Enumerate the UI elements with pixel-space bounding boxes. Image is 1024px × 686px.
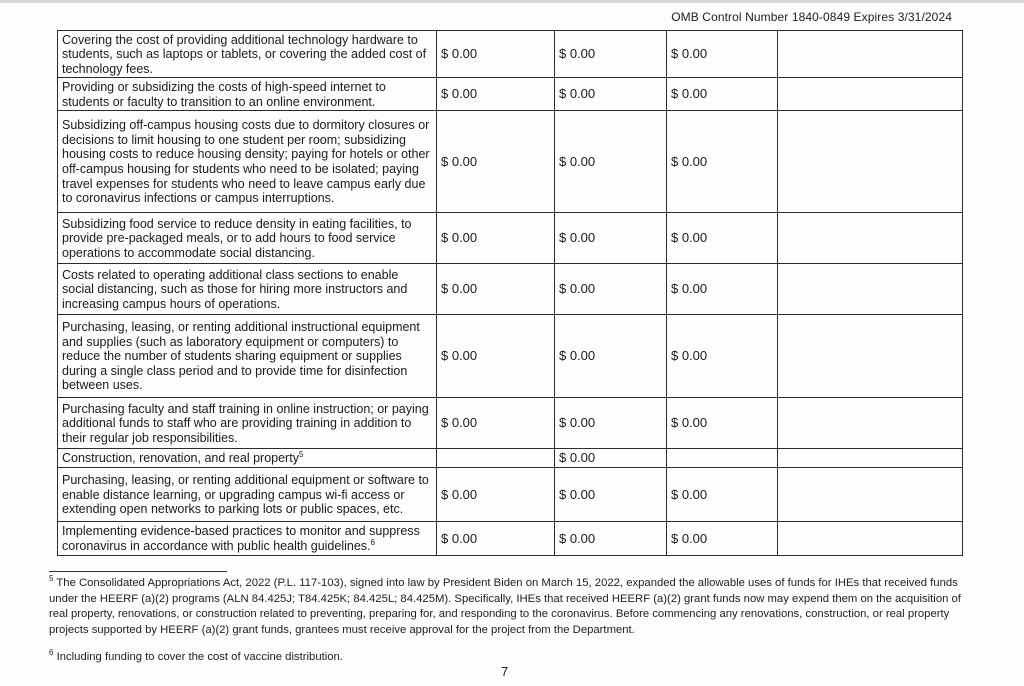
amount-cell: [437, 449, 555, 468]
row-description: Subsidizing food service to reduce density in eating facilities, to provide pre-packaged meals, or to add hours to food service operations to accommodate social distancing.: [58, 213, 437, 264]
footnote-text: The Consolidated Appropriations Act, 2022 (P.L. 117-103), signed into law by President Biden on March 15, 2022, expanded the allowable uses of funds for IHEs that received funds under the HEERF (a)(2) programs (ALN 84.425J; T84.425K; 84.425L; 84.425M). Specifically, IHEs that received HEERF (a)(2) grant funds now may expend them on the acquisition of real property, renovations, or construction related to preventing, preparing for, and responding to the coronavirus. Before commencing any renovations, construction, or real property projects supported by HEERF (a)(2) grant funds, grantees must receive approval for the project from the Department.: [49, 577, 961, 636]
empty-cell: [778, 78, 963, 111]
row-description: Purchasing, leasing, or renting additional instructional equipment and supplies (such as laboratory equipment or computers) to reduce the number of students sharing equipment or supplies during a single class period and to provide time for disinfection between uses.: [58, 315, 437, 398]
row-description: Subsidizing off-campus housing costs due to dormitory closures or decisions to limit housing to one student per room; subsidizing housing costs to reduce housing density; paying for hotels or other off-campus housing for students who need to be isolated; paying travel expenses for students who need to leave campus early due to coronavirus infections or campus interruptions.: [58, 111, 437, 213]
footnote-marker: 6: [49, 648, 54, 658]
table-row: [58, 111, 963, 213]
amount-cell: $ 0.00: [437, 315, 555, 398]
page-number: 7: [501, 664, 509, 679]
amount-cell: $ 0.00: [437, 213, 555, 264]
page-top-edge: [0, 0, 1024, 3]
row-description: Covering the cost of providing additional technology hardware to students, such as laptops or tablets, or covering the added cost of technology fees.: [58, 31, 437, 78]
table-row: [58, 449, 963, 468]
amount-cell: $ 0.00: [667, 111, 778, 213]
empty-cell: [778, 398, 963, 449]
amount-cell: $ 0.00: [555, 264, 667, 315]
table-row: [58, 213, 963, 264]
row-description: Providing or subsidizing the costs of high-speed internet to students or faculty to transition to an online environment.: [58, 78, 437, 111]
table-row: [58, 468, 963, 522]
amount-cell: $ 0.00: [437, 78, 555, 111]
amount-cell: $ 0.00: [437, 264, 555, 315]
amount-cell: $ 0.00: [667, 398, 778, 449]
amount-cell: $ 0.00: [555, 31, 667, 78]
empty-cell: [778, 468, 963, 522]
empty-cell: [778, 213, 963, 264]
expense-table: [57, 30, 963, 556]
table-row: [58, 522, 963, 556]
table-row: [58, 78, 963, 111]
row-description-text: Construction, renovation, and real property: [62, 451, 299, 466]
footnote-marker: 5: [49, 574, 54, 584]
row-description-text: Implementing evidence-based practices to monitor and suppress coronavirus in accordance with public health guidelines.: [62, 524, 420, 553]
amount-cell: $ 0.00: [667, 468, 778, 522]
empty-cell: [778, 449, 963, 468]
amount-cell: $ 0.00: [667, 213, 778, 264]
amount-cell: [667, 449, 778, 468]
omb-control-number: OMB Control Number 1840-0849 Expires 3/31/2024: [671, 10, 952, 24]
table-row: [58, 315, 963, 398]
amount-cell: $ 0.00: [667, 522, 778, 556]
row-description: [58, 449, 437, 468]
amount-cell: $ 0.00: [437, 522, 555, 556]
footnote-6: [49, 650, 969, 666]
empty-cell: [778, 522, 963, 556]
amount-cell: $ 0.00: [555, 213, 667, 264]
table-row: [58, 31, 963, 78]
amount-cell: $ 0.00: [555, 522, 667, 556]
empty-cell: [778, 264, 963, 315]
amount-cell: $ 0.00: [667, 315, 778, 398]
amount-cell: $ 0.00: [667, 31, 778, 78]
row-description: [58, 522, 437, 556]
table-row: [58, 264, 963, 315]
amount-cell: $ 0.00: [437, 468, 555, 522]
amount-cell: $ 0.00: [667, 78, 778, 111]
footnote-separator: [49, 571, 227, 572]
footnote-ref: 6: [370, 537, 375, 547]
empty-cell: [778, 111, 963, 213]
amount-cell: $ 0.00: [555, 111, 667, 213]
amount-cell: $ 0.00: [555, 449, 667, 468]
amount-cell: $ 0.00: [555, 468, 667, 522]
amount-cell: $ 0.00: [555, 398, 667, 449]
amount-cell: $ 0.00: [555, 315, 667, 398]
amount-cell: $ 0.00: [437, 31, 555, 78]
amount-cell: $ 0.00: [437, 111, 555, 213]
amount-cell: $ 0.00: [667, 264, 778, 315]
footnote-text: Including funding to cover the cost of vaccine distribution.: [56, 651, 343, 663]
empty-cell: [778, 315, 963, 398]
empty-cell: [778, 31, 963, 78]
amount-cell: $ 0.00: [437, 398, 555, 449]
footnote-ref: 5: [298, 450, 304, 460]
row-description: Costs related to operating additional class sections to enable social distancing, such as those for hiring more instructors and increasing campus hours of operations.: [58, 264, 437, 315]
amount-cell: $ 0.00: [555, 78, 667, 111]
table-row: [58, 398, 963, 449]
footnote-5: [49, 576, 969, 638]
row-description: Purchasing faculty and staff training in online instruction; or paying additional funds to staff who are providing training in addition to their regular job responsibilities.: [58, 398, 437, 449]
row-description: Purchasing, leasing, or renting additional equipment or software to enable distance learning, or upgrading campus wi-fi access or extending open networks to parking lots or public spaces, etc.: [58, 468, 437, 522]
